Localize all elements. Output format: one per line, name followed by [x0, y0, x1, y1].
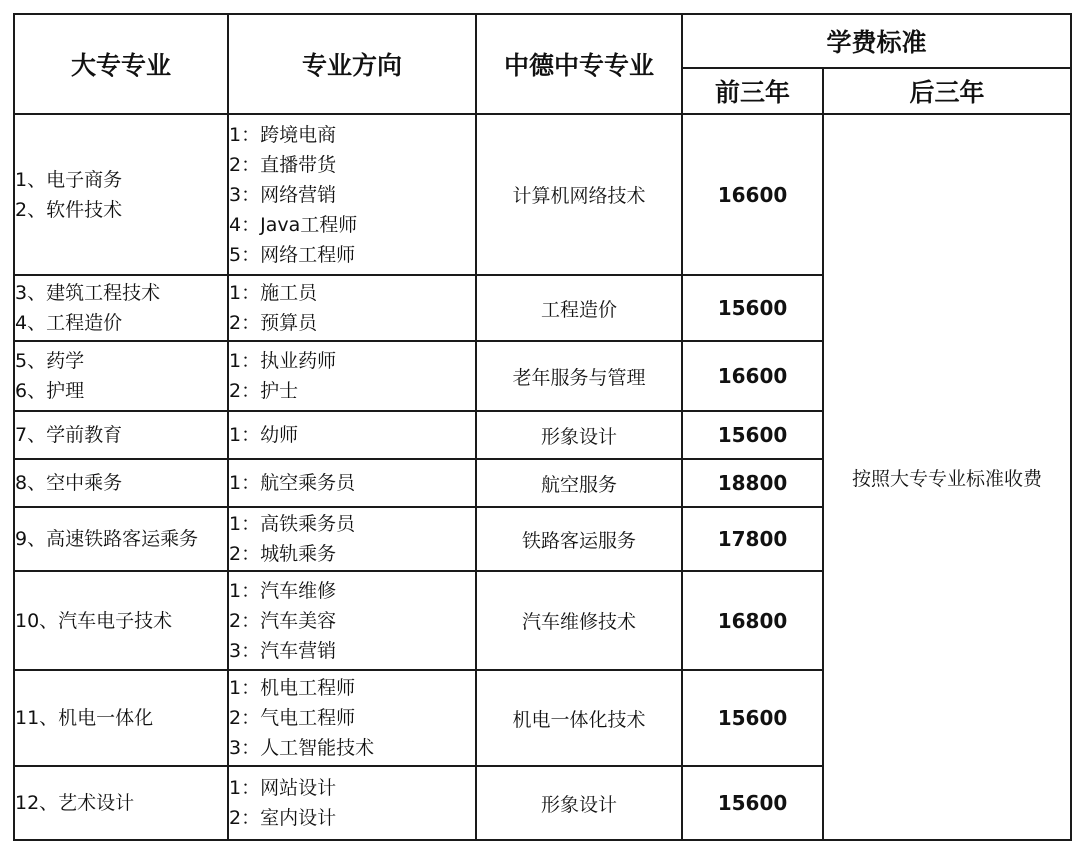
header-first-three-years: 前三年: [682, 68, 823, 114]
major-name: 5、药学: [15, 350, 85, 372]
direction-cell: [228, 341, 476, 411]
direction-item: 2：城轨乘务: [229, 543, 337, 565]
direction-item: 5：网络工程师: [229, 243, 356, 266]
direction-cell: [228, 766, 476, 840]
direction-cell: [228, 571, 476, 670]
major-name: 8、空中乘务: [15, 472, 123, 494]
first-three-years-fee: 15600: [682, 411, 823, 459]
direction-item: 2：直播带货: [229, 153, 337, 176]
major-name: 4、工程造价: [15, 312, 123, 334]
major-name: 7、学前教育: [15, 424, 123, 446]
zhongzhuan-major-cell: 汽车维修技术: [476, 571, 682, 670]
zhongzhuan-major-cell: 航空服务: [476, 459, 682, 507]
direction-cell: [228, 459, 476, 507]
major-name: 1、电子商务: [15, 168, 123, 191]
major-cell: [14, 341, 228, 411]
major-cell: [14, 571, 228, 670]
header-fee-standard: 学费标准: [682, 14, 1071, 68]
direction-item: 2：室内设计: [229, 807, 337, 829]
direction-item: 1：执业药师: [229, 350, 337, 372]
direction-item: 1：航空乘务员: [229, 472, 356, 494]
major-cell: [14, 507, 228, 571]
direction-item: 1：网站设计: [229, 777, 337, 799]
direction-item: 1：高铁乘务员: [229, 513, 356, 535]
header-major: 大专专业: [14, 14, 228, 114]
direction-cell: [228, 275, 476, 341]
table-row: [14, 114, 1071, 275]
direction-item: 1：幼师: [229, 424, 299, 446]
direction-cell: [228, 507, 476, 571]
first-three-years-fee: 17800: [682, 507, 823, 571]
zhongzhuan-major-cell: 形象设计: [476, 411, 682, 459]
direction-item: 2：预算员: [229, 312, 318, 334]
first-three-years-fee: 15600: [682, 275, 823, 341]
direction-item: 2：气电工程师: [229, 707, 356, 729]
major-name: 12、艺术设计: [15, 792, 135, 814]
direction-item: 1：机电工程师: [229, 677, 356, 699]
first-three-years-fee: 16600: [682, 114, 823, 275]
direction-item: 1：汽车维修: [229, 579, 337, 602]
direction-item: 2：汽车美容: [229, 609, 337, 632]
major-name: 9、高速铁路客运乘务: [15, 528, 199, 550]
header-zhongzhuan: 中德中专专业: [476, 14, 682, 114]
major-name: 6、护理: [15, 380, 85, 402]
direction-item: 1：施工员: [229, 282, 318, 304]
major-name: 3、建筑工程技术: [15, 282, 161, 304]
first-three-years-fee: 16800: [682, 571, 823, 670]
zhongzhuan-major-cell: 计算机网络技术: [476, 114, 682, 275]
zhongzhuan-major-cell: 铁路客运服务: [476, 507, 682, 571]
zhongzhuan-major-cell: 机电一体化技术: [476, 670, 682, 766]
major-cell: [14, 766, 228, 840]
direction-cell: [228, 411, 476, 459]
direction-item: 3：网络营销: [229, 183, 337, 206]
major-cell: [14, 275, 228, 341]
last-three-years-fee-note: 按照大专专业标准收费: [823, 114, 1071, 840]
major-cell: [14, 670, 228, 766]
header-direction: 专业方向: [228, 14, 476, 114]
major-cell: [14, 114, 228, 275]
tuition-table: [13, 13, 1072, 841]
direction-cell: [228, 670, 476, 766]
major-cell: [14, 459, 228, 507]
direction-item: 3：人工智能技术: [229, 737, 375, 759]
first-three-years-fee: 15600: [682, 670, 823, 766]
direction-cell: [228, 114, 476, 275]
header-last-three-years: 后三年: [823, 68, 1071, 114]
first-three-years-fee: 16600: [682, 341, 823, 411]
zhongzhuan-major-cell: 形象设计: [476, 766, 682, 840]
major-cell: [14, 411, 228, 459]
major-name: 10、汽车电子技术: [15, 609, 173, 632]
table-body: [14, 114, 1071, 840]
direction-item: 1：跨境电商: [229, 123, 337, 146]
first-three-years-fee: 15600: [682, 766, 823, 840]
zhongzhuan-major-cell: 工程造价: [476, 275, 682, 341]
major-name: 2、软件技术: [15, 198, 123, 221]
zhongzhuan-major-cell: 老年服务与管理: [476, 341, 682, 411]
direction-item: 4：Java工程师: [229, 213, 358, 236]
direction-item: 2：护士: [229, 380, 299, 402]
direction-item: 3：汽车营销: [229, 639, 337, 662]
major-name: 11、机电一体化: [15, 707, 154, 729]
first-three-years-fee: 18800: [682, 459, 823, 507]
